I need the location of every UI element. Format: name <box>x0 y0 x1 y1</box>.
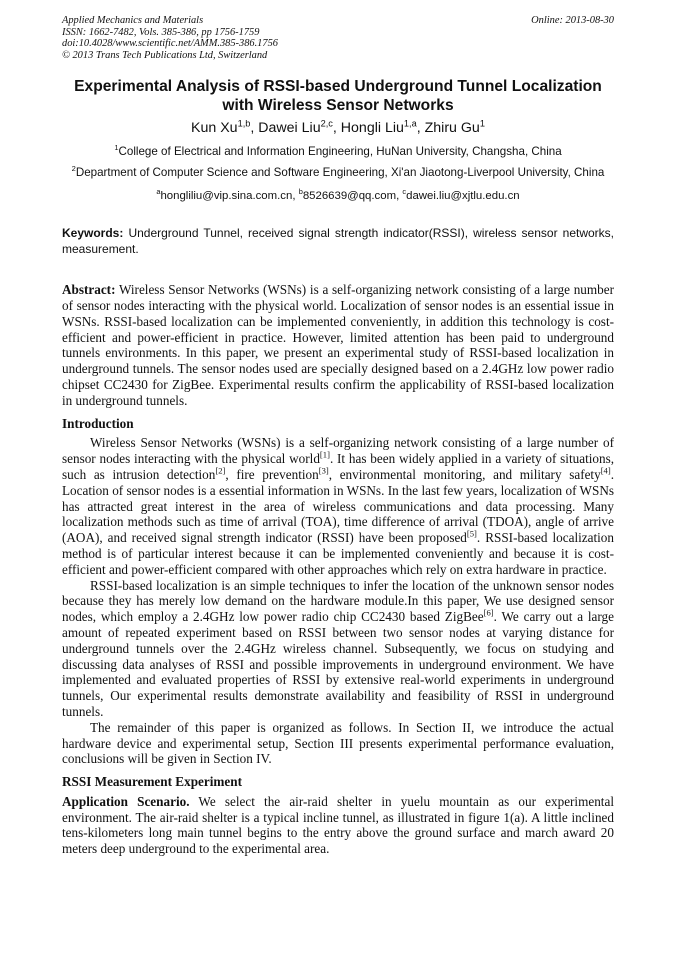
author: Dawei Liu$^{2,c}$, <box>258 118 341 137</box>
citation: [2] <box>215 465 226 476</box>
online-date: Online: 2013-08-30 <box>531 15 614 26</box>
paper-title: Experimental Analysis of RSSI-based Underground Tunnel Localization with Wireless Sensor Networks <box>74 78 602 115</box>
paper-page <box>62 15 614 857</box>
section-heading-introduction: Introduction <box>62 415 134 431</box>
citation: [3] <box>318 465 329 476</box>
intro-paragraph-2: RSSI-based localization is an simple techniques to infer the location of the unknown sensor nodes because they has merely low demand on the hardware module.In this paper, We use designed sensor nodes, which employ a 2.4GHz low power radio chip CC2430 based ZigBee[6]. We carry out a large amount of repeated experiment based on RSSI between two sensor nodes at varying distance for underground tunnels over the 2.4GHz wireless channel. Subsequently, we focus on studying and discussing data analyses of RSSI and possible improvements in underground environment. We have implemented and evaluated properties of RSSI by extensive real-world experiments in underground tunnels, Our experimental results demonstrate availability and feasibility of RSSI in underground tunnels. <box>62 577 614 719</box>
citation: [4] <box>600 465 611 476</box>
keywords <box>62 226 614 257</box>
intro-paragraph-3: The remainder of this paper is organized as follows. In Section II, we introduce the actual hardware device and experimental setup, Section III presents experimental performance evaluation, conclusions will be given in Section IV. <box>62 719 614 767</box>
keywords-label: Keywords: <box>62 226 124 241</box>
abstract <box>62 282 614 408</box>
affiliation-1: $^1$College of Electrical and Information Engineering, HuNan University, Changsha, China <box>114 143 562 159</box>
author: Zhiru Gu$^1$ <box>424 118 485 137</box>
author: Kun Xu$^{1,b}$, <box>191 118 259 137</box>
abstract-text: Wireless Sensor Networks (WSNs) is a self-organizing network consisting of a large number of sensor nodes interacting with the physical world. Localization of sensor nodes is an essential issue in WSNs. RSSI-based localization can be implemented conveniently, in addition this technology is cost-efficient and power-efficient in practice. However, limited attention has been paid to underground tunnels environments. In this paper, we present an experimental study of RSSI-based localization in underground tunnels. The sensor nodes used are specially designed based on a 2.4GHz low power radio chipset CC2430 for ZigBee. Experimental results confirm the applicability of RSSI-based localization in underground tunnels. <box>62 282 614 408</box>
email-link[interactable]: $^b$8526639@qq.com <box>298 187 397 203</box>
email-list: $^a$hongliliu@vip.sina.com.cn, $^b$8526639@qq.com, $^c$dawei.liu@xjtlu.edu.cn <box>156 187 520 203</box>
author: Hongli Liu$^{1,a}$, <box>340 118 425 137</box>
doi-line: doi:10.4028/www.scientific.net/AMM.385-386.1756 <box>62 38 278 50</box>
email-link[interactable]: $^c$dawei.liu@xjtlu.edu.cn <box>402 187 520 203</box>
keywords-text: Underground Tunnel, received signal strength indicator(RSSI), wireless sensor networks, measurement. <box>62 226 614 256</box>
application-scenario-label: Application Scenario. <box>62 793 190 809</box>
section-heading-rssi-measurement: RSSI Measurement Experiment <box>62 774 242 790</box>
journal-header <box>62 15 614 61</box>
abstract-label: Abstract: <box>62 282 116 298</box>
issn-line: ISSN: 1662-7482, Vols. 385-386, pp 1756-1759 <box>62 26 260 38</box>
copyright-line: © 2013 Trans Tech Publications Ltd, Switzerland <box>62 49 268 61</box>
intro-paragraph-1: Wireless Sensor Networks (WSNs) is a self-organizing network consisting of a large number of sensor nodes interacting with the physical world[1]. It has been widely applied in a variety of situations, such as intrusion detection[2], fire prevention[3], environmental monitoring, and military safety[4]. Location of sensor nodes is a essential information in WSNs. In the last few years, localization of WSNs has attracted great interest in the area of wireless communications and data processing. Many localization methods such as time of arrival (TOA), time difference of arrival (TDOA), angle of arrive (AOA), and received signal strength indicator (RSSI) have been proposed[5]. RSSI-based localization method is of particular interest because it can be implemented conveniently and because it is cost-efficient and power-efficient compared with other approaches which rely on extra hardware in practice. <box>62 435 615 577</box>
citation: [6] <box>483 607 494 618</box>
affiliation-2: $^2$Department of Computer Science and Software Engineering, Xi'an Jiaotong-Liverpool University, China <box>71 164 605 180</box>
citation: [5] <box>466 528 477 539</box>
email-link[interactable]: $^a$hongliliu@vip.sina.com.cn <box>156 187 293 203</box>
application-scenario-paragraph: Application Scenario. We select the air-raid shelter in yuelu mountain as our experimental environment. The air-raid shelter is a typical incline tunnel, as illustrated in figure 1(a). A little inclined tens-kilometers long main tunnel begins to the entry above the ground surface and march award 20 meters deep underground to the experimental area. <box>62 793 614 857</box>
citation: [1] <box>319 449 330 460</box>
author-list <box>62 119 614 137</box>
journal-name: Applied Mechanics and Materials <box>62 15 204 26</box>
